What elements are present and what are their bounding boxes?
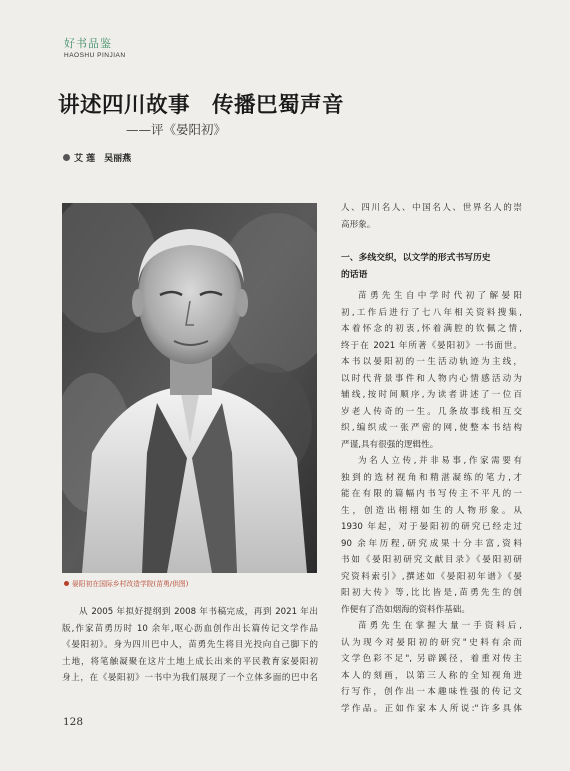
right-line: 90 余年历程,研究成果十分丰富,资料 [341, 538, 522, 549]
left-line: 身上，在《晏阳初》一书中为我们展现了一个立体多面的巴中名 [62, 673, 318, 683]
right-line: 初,工作后进行了七八年相关资料搜集, [341, 307, 522, 318]
left-line: 版,作家苗勇历时 10 余年,呕心沥血创作出长篇传记文学作品 [62, 623, 318, 634]
right-line: 苗勇先生自中学时代初了解晏阳 [358, 291, 522, 301]
right-line: 人、四川名人、中国名人、世界名人的崇 [341, 203, 522, 213]
right-line: 文学色彩不足", 另辟蹊径，着重对传主 [341, 654, 522, 664]
right-line: 学作品。正如作家本人所说:"许多具体 [341, 703, 522, 714]
caption-text: 晏阳初在国际乡村改造学院(苗勇/供图) [72, 580, 189, 588]
right-line: 行写作，创作出一本趣味性强的传记文 [341, 687, 522, 697]
column-title-en: HAOSHU PINJIAN [64, 52, 126, 59]
left-line: 《晏阳初》。身为四川巴中人，苗勇先生将目光投向自己脚下的 [62, 640, 318, 650]
portrait-photo-image [62, 203, 317, 573]
column-label [64, 35, 126, 59]
article-title: 讲述四川故事 传播巴蜀声音 [58, 93, 345, 118]
right-line: 本书以晏阳初的一生活动轨迹为主线， [341, 357, 522, 367]
right-line: 本人的刻画，以第三人称的全知视角进 [341, 670, 522, 681]
author-names: 艾 莲 吴丽燕 [74, 154, 132, 164]
right-line: 究资料索引》,撰述如《晏阳初年谱》《晏 [341, 571, 522, 582]
bullet-icon [63, 154, 70, 161]
left-paragraph [62, 604, 318, 687]
right-line: 以时代背景事件和人物内心情感活动为 [341, 373, 522, 384]
heading-line: 一、多线交织，以文学的形式书写历史 [341, 253, 491, 263]
byline [63, 151, 131, 164]
page-number: 128 [63, 716, 84, 728]
right-line: 为名人立传,并非易事,作家需要有 [358, 456, 522, 466]
column-title-cn: 好书品鉴 [64, 37, 112, 50]
right-line: 能在有限的篇幅内书写传主不平凡的一 [341, 489, 522, 499]
right-line: 作便有了浩如烟海的资料作基础。 [341, 604, 470, 615]
right-line: 严谨,具有很强的逻辑性。 [341, 439, 439, 450]
right-line: 生，创造出栩栩如生的人物形象。从 [341, 505, 522, 516]
right-line: 辅线,按时间顺序,为读者讲述了一位百 [341, 390, 522, 400]
right-line: 认为现今对晏阳初的研究"史料有余而 [341, 637, 522, 648]
right-line: 终于在 2021 年所著《晏阳初》一书面世。 [341, 340, 522, 351]
right-line: 书如《晏阳初研究文献目录》《晏阳初研 [341, 555, 522, 565]
right-top-paragraph [341, 200, 522, 233]
right-line: 阳初大传》等,比比皆是,苗勇先生的创 [341, 588, 522, 598]
left-line: 土地，将笔触凝聚在这片土地上成长出来的平民教育家晏阳初 [62, 656, 318, 667]
photo-caption [64, 578, 188, 588]
right-line: 岁老人传奇的一生。几条故事线相互交 [341, 406, 522, 417]
left-line: 从 2005 年拟好提纲到 2008 年书稿完成，再到 2021 年出 [79, 607, 318, 617]
right-line: 织,编织成一张严密的网,使整本书结构 [341, 423, 522, 433]
section-heading [341, 250, 522, 284]
caption-bullet-icon [64, 581, 69, 586]
portrait-photo [62, 203, 317, 573]
article-subtitle: ——评《晏阳初》 [126, 122, 227, 137]
right-body [341, 288, 522, 717]
right-line: 高形象。 [341, 219, 376, 230]
right-line: 独到的选材视角和精湛凝练的笔力,才 [341, 472, 522, 483]
heading-line: 的话语 [341, 270, 368, 280]
right-line: 本着怀念的初衷,怀着满腔的钦佩之情, [341, 324, 522, 334]
right-line: 1930 年起，对于晏阳初的研究已经走过 [341, 522, 522, 532]
right-line: 苗勇先生在掌握大量一手资料后, [358, 621, 522, 631]
